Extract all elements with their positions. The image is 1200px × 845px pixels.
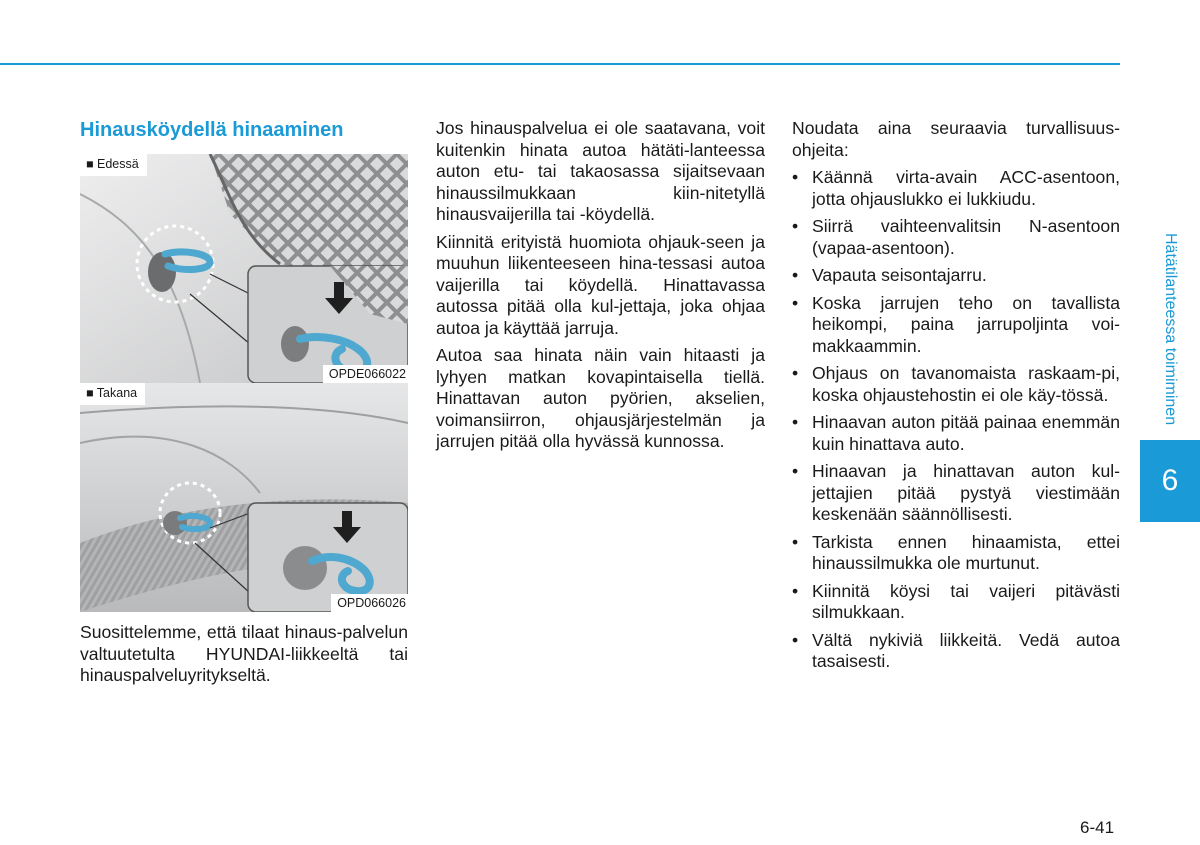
figure-front xyxy=(80,154,408,383)
figure-front-code: OPDE066022 xyxy=(323,365,408,383)
column-2 xyxy=(436,118,765,459)
front-towing-illustration xyxy=(80,154,408,383)
list-item: • Vapauta seisontajarru. xyxy=(792,265,1120,287)
section-title: Hinausköydellä hinaaminen xyxy=(80,119,344,141)
chapter-number-tab: 6 xyxy=(1140,440,1200,522)
figure-rear xyxy=(80,383,408,612)
list-item: • Tarkista ennen hinaamista, ettei hinaussilmukka ole murtunut. xyxy=(792,532,1120,575)
list-item: • Vältä nykiviä liikkeitä. Vedä autoa tasaisesti. xyxy=(792,630,1120,673)
column-3 xyxy=(792,118,1120,679)
rear-towing-illustration xyxy=(80,383,408,612)
recommendation-text: Suosittelemme, että tilaat hinaus-palvelun valtuutetulta HYUNDAI-liikkeeltä tai hinauspalveluyritykseltä. xyxy=(80,622,408,685)
paragraph: Kiinnitä erityistä huomiota ohjauk-seen ja muuhun liikenteeseen hina-tessasi autoa vaijerilla tai köydellä. Hinattavassa autossa pitää olla kul-jettaja, joka ohjaa autoa ja käyttää jarruja. xyxy=(436,231,765,338)
figure-rear-code: OPD066026 xyxy=(331,594,408,612)
safety-list xyxy=(792,167,1120,673)
paragraph: Jos hinauspalvelua ei ole saatavana, voit kuitenkin hinata autoa hätäti-lanteessa auton etu- tai takaosassa sijaitsevaan hinaussilmukkaan kiin-nitetyllä hinausvaijerilla tai -köydellä. xyxy=(436,118,765,224)
list-item: • Käännä virta-avain ACC-asentoon, jotta ohjauslukko ei lukkiudu. xyxy=(792,167,1120,210)
safety-intro: Noudata aina seuraavia turvallisuus-ohjeita: xyxy=(792,118,1120,160)
figure-rear-label: ■ Takana xyxy=(80,383,145,405)
chapter-title: Hätätilanteessa toimiminen xyxy=(1162,233,1179,426)
list-item: • Hinaavan auton pitää painaa enemmän kuin hinattava auto. xyxy=(792,412,1120,455)
top-rule xyxy=(0,63,1120,65)
figure-front-label: ■ Edessä xyxy=(80,154,147,176)
page-number: 6-41 xyxy=(1080,818,1115,837)
list-item: • Siirrä vaihteenvalitsin N-asentoon (vapaa-asentoon). xyxy=(792,216,1120,259)
list-item: • Kiinnitä köysi tai vaijeri pitävästi silmukkaan. xyxy=(792,581,1120,624)
list-item: • Hinaavan ja hinattavan auton kul-jettajien pitää pystyä viestimään keskenään säännöllisesti. xyxy=(792,461,1120,526)
list-item: • Koska jarrujen teho on tavallista heikompi, paina jarrupoljinta voi-makkaammin. xyxy=(792,293,1120,358)
list-item: • Ohjaus on tavanomaista raskaam-pi, koska ohjaustehostin ei ole käy-tössä. xyxy=(792,363,1120,406)
paragraph: Autoa saa hinata näin vain hitaasti ja lyhyen matkan kovapintaisella tiellä. Hinattavan auton pyörien, akselien, voimansiirron, ohjausjärjestelmän ja jarrujen pitää olla hyvässä kunnossa. xyxy=(436,345,765,451)
column-1 xyxy=(80,118,408,693)
